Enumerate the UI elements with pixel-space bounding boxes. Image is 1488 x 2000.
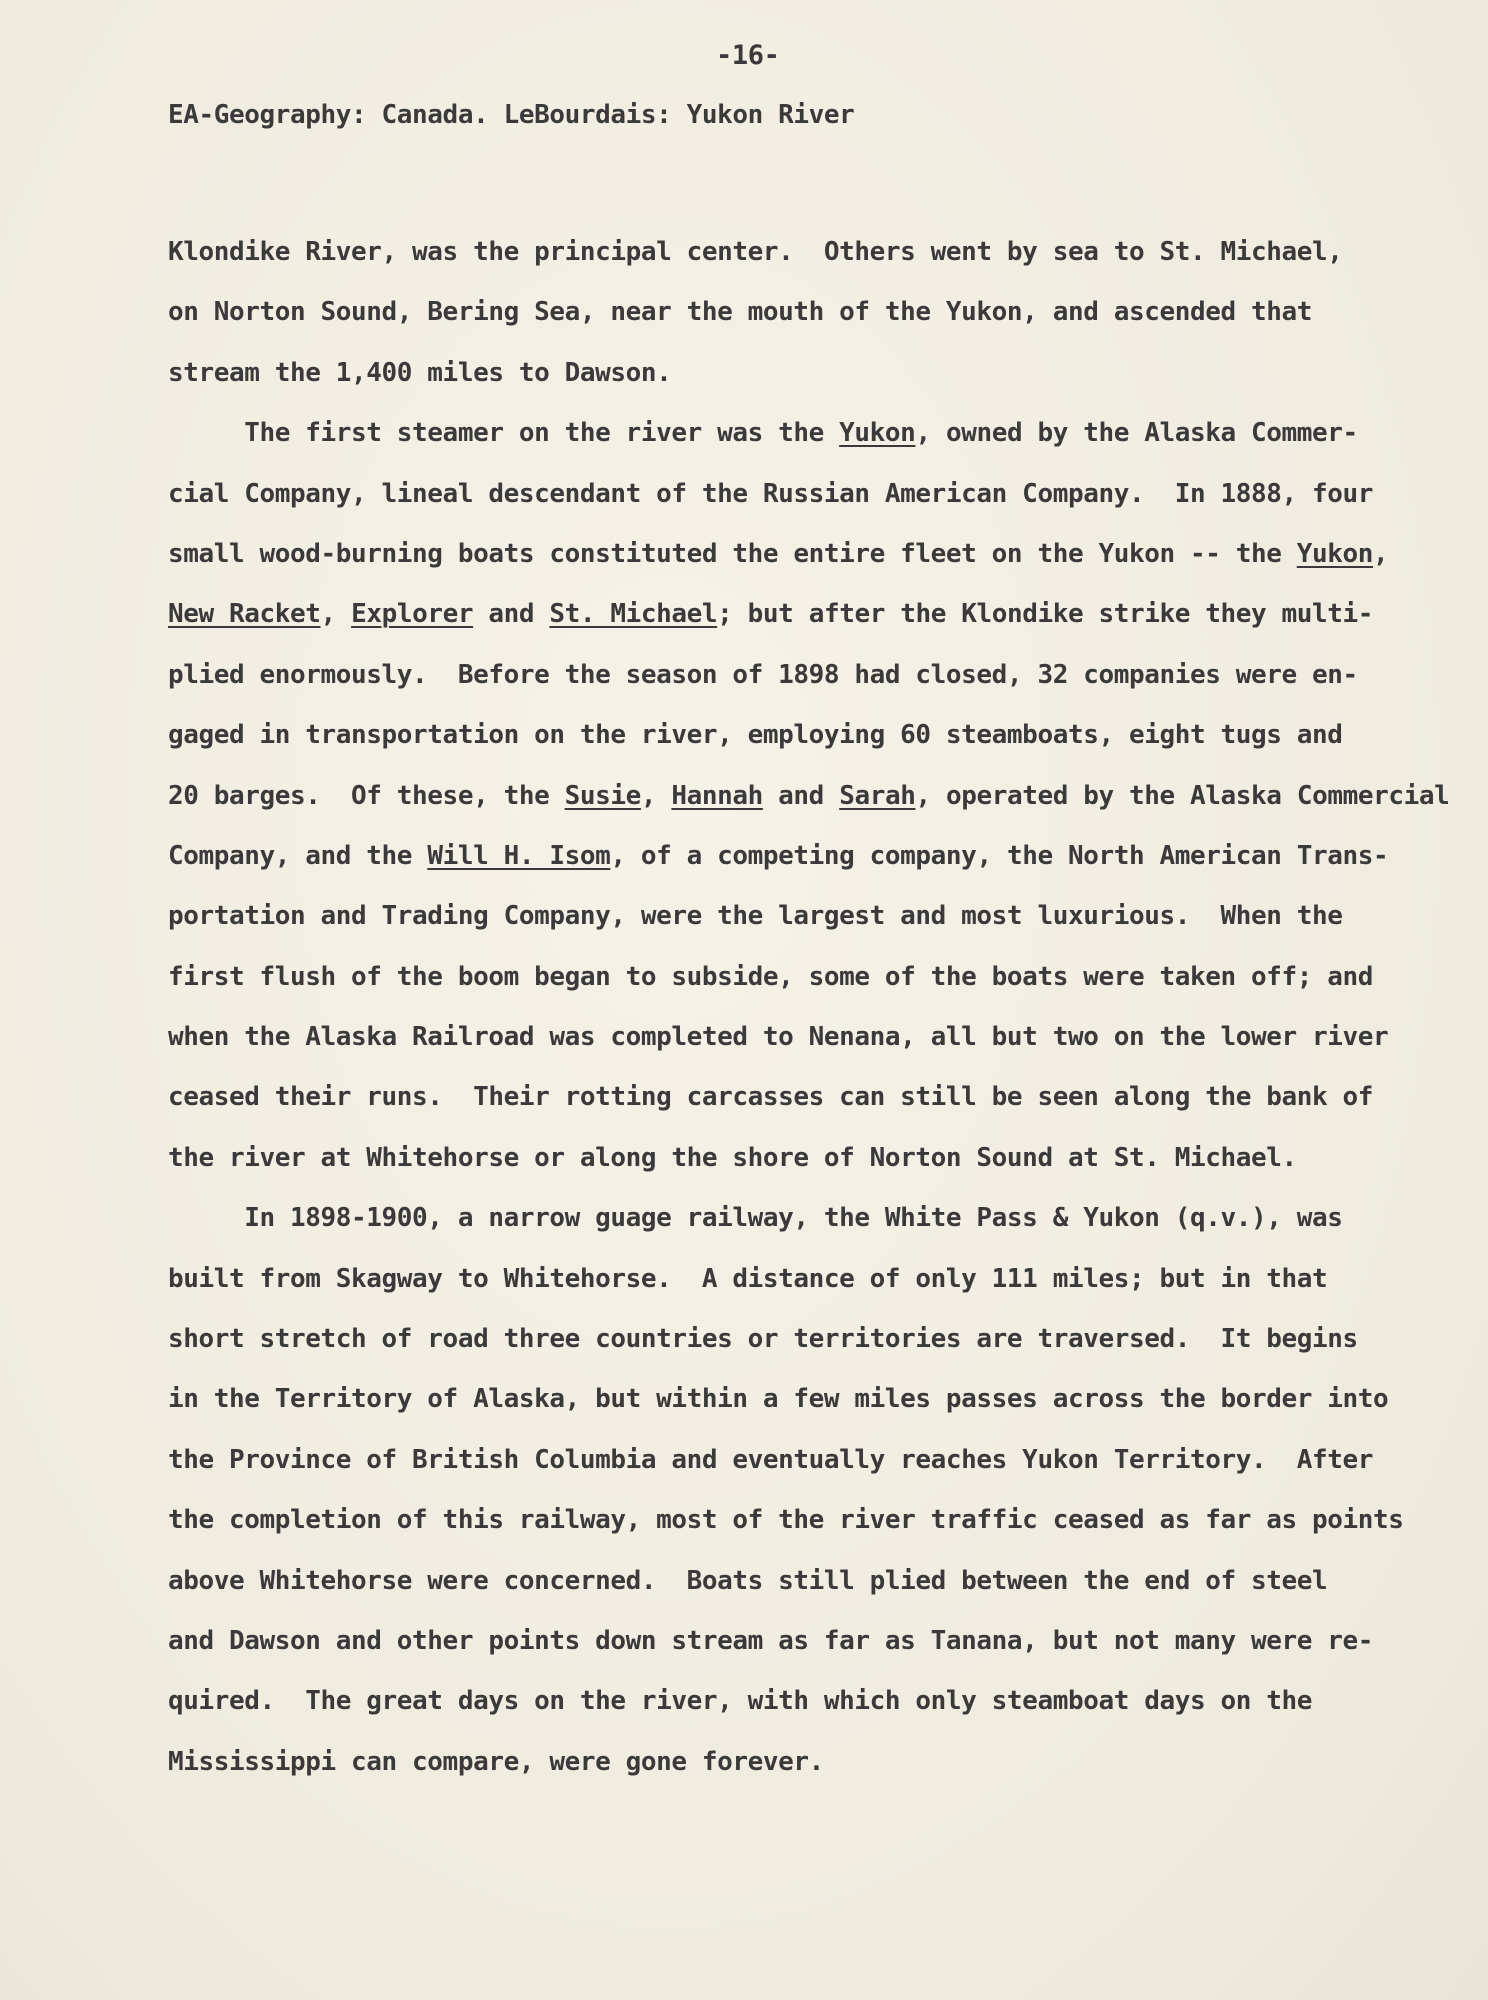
text-segment: the completion of this railway, most of the river traffic ceased as far as points: [168, 1505, 1404, 1536]
text-line: [168, 766, 1450, 826]
text-segment: , operated by the Alaska Commercial: [915, 780, 1450, 811]
text-line: [168, 705, 1398, 765]
text-segment: plied enormously. Before the season of 1898 had closed, 32 companies were en-: [168, 659, 1358, 690]
text-segment: first flush of the boom began to subside, some of the boats were taken off; and: [168, 961, 1374, 992]
text-segment: the river at Whitehorse or along the shore of Norton Sound at St. Michael.: [168, 1142, 1297, 1173]
text-segment: ; but after the Klondike strike they multi-: [717, 599, 1374, 630]
text-segment: cial Company, lineal descendant of the Russian American Company. In 1888, four: [168, 478, 1374, 509]
text-line: [168, 1490, 1404, 1550]
text-segment: Mississippi can compare, were gone forever.: [168, 1746, 824, 1777]
text-line: [168, 1551, 1398, 1611]
underlined-ship-name: Will H. Isom: [427, 840, 611, 871]
underlined-ship-name: Susie: [564, 780, 641, 811]
text-segment: on Norton Sound, Bering Sea, near the mouth of the Yukon, and ascended that: [168, 297, 1312, 328]
text-line: [168, 645, 1398, 705]
text-line: [168, 947, 1398, 1007]
text-segment: , of a competing company, the North American Trans-: [610, 840, 1389, 871]
text-segment: built from Skagway to Whitehorse. A distance of only 111 miles; but in that: [168, 1263, 1328, 1294]
text-segment: ,: [1373, 538, 1389, 569]
text-line: [168, 1309, 1398, 1369]
underlined-ship-name: Explorer: [351, 599, 474, 630]
underlined-ship-name: New Racket: [168, 599, 321, 630]
text-segment: ceased their runs. Their rotting carcasses can still be seen along the bank of: [168, 1082, 1374, 1113]
text-line: [168, 1128, 1398, 1188]
text-segment: and: [473, 599, 550, 630]
text-line: [168, 403, 1398, 463]
text-segment: portation and Trading Company, were the largest and most luxurious. When the: [168, 901, 1343, 932]
body-text: [168, 222, 1450, 1792]
text-segment: and: [762, 780, 840, 811]
text-line: [168, 826, 1398, 886]
text-segment: ,: [320, 599, 352, 630]
text-line: [168, 886, 1398, 946]
text-line: [168, 1188, 1398, 1248]
page-number: -16-: [716, 40, 780, 71]
text-line: [168, 464, 1398, 524]
underlined-ship-name: Yukon: [1296, 538, 1374, 569]
text-line: [168, 1671, 1398, 1731]
text-segment: ,: [640, 780, 672, 811]
text-segment: when the Alaska Railroad was completed to Nenana, all but two on the lower river: [168, 1022, 1389, 1053]
text-line: [168, 1249, 1398, 1309]
text-line: [168, 1611, 1398, 1671]
text-line: [168, 1067, 1398, 1127]
underlined-ship-name: Yukon: [839, 418, 916, 449]
page-header: EA-Geography: Canada. LeBourdais: Yukon River: [168, 100, 855, 130]
text-segment: gaged in transportation on the river, employing 60 steamboats, eight tugs and: [168, 720, 1343, 751]
text-segment: 20 barges. Of these, the: [168, 780, 565, 811]
underlined-ship-name: Sarah: [839, 780, 916, 811]
text-segment: The first steamer on the river was the: [168, 418, 840, 449]
text-segment: small wood-burning boats constituted the entire fleet on the Yukon -- the: [168, 538, 1297, 569]
text-line: [168, 524, 1398, 584]
underlined-ship-name: Hannah: [671, 780, 763, 811]
text-line: [168, 1369, 1398, 1429]
text-line: [168, 343, 1398, 403]
text-line: [168, 1430, 1398, 1490]
text-segment: in the Territory of Alaska, but within a few miles passes across the border into: [168, 1384, 1389, 1415]
text-segment: In 1898-1900, a narrow guage railway, the White Pass & Yukon (q.v.), was: [168, 1203, 1343, 1234]
text-line: [168, 222, 1398, 282]
text-segment: the Province of British Columbia and eventually reaches Yukon Territory. After: [168, 1444, 1374, 1475]
text-segment: quired. The great days on the river, with which only steamboat days on the: [168, 1686, 1312, 1717]
text-segment: stream the 1,400 miles to Dawson.: [168, 357, 672, 388]
text-segment: and Dawson and other points down stream as far as Tanana, but not many were re-: [168, 1625, 1374, 1656]
underlined-ship-name: St. Michael: [549, 599, 718, 630]
text-segment: above Whitehorse were concerned. Boats still plied between the end of steel: [168, 1565, 1328, 1596]
text-segment: , owned by the Alaska Commer-: [915, 418, 1358, 449]
text-line: [168, 584, 1398, 644]
text-segment: short stretch of road three countries or territories are traversed. It begins: [168, 1324, 1358, 1355]
text-line: [168, 282, 1398, 342]
text-segment: Klondike River, was the principal center. Others went by sea to St. Michael,: [168, 237, 1343, 267]
text-line: [168, 1732, 1398, 1792]
text-segment: Company, and the: [168, 840, 428, 871]
text-line: [168, 1007, 1398, 1067]
